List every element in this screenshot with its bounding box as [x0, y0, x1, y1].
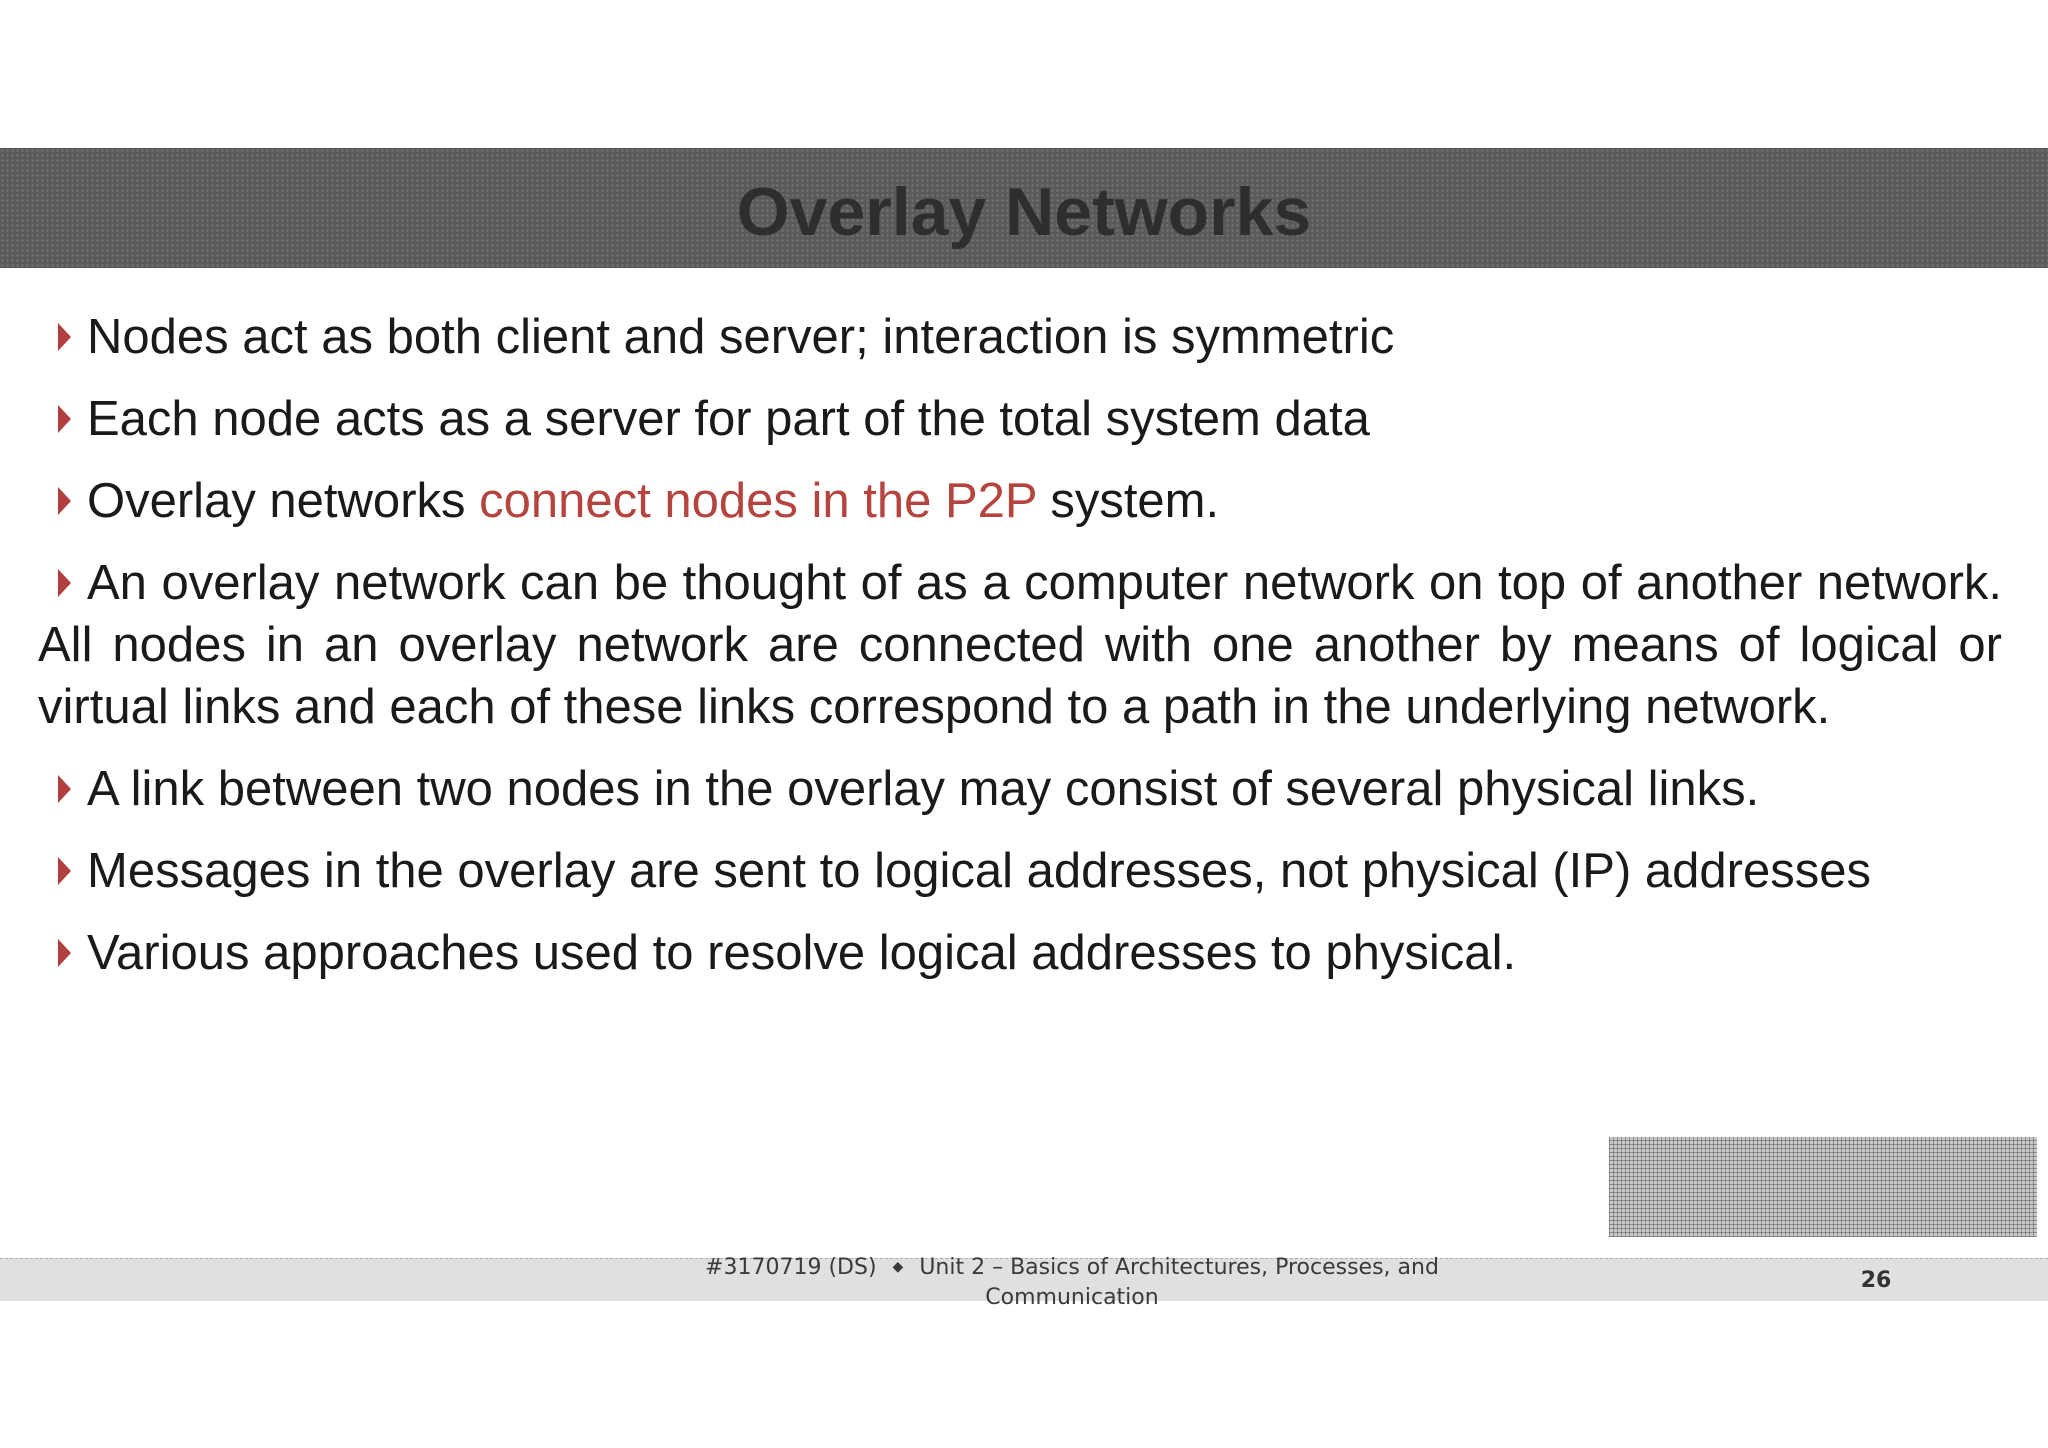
- logo-pattern-image: [1609, 1137, 2037, 1237]
- footer-caption: [672, 1252, 1472, 1313]
- bullet-arrow-icon: [58, 487, 71, 515]
- bullet-item: [38, 388, 2002, 450]
- bullet-arrow-icon: [58, 939, 71, 967]
- bullet-paragraph: [38, 552, 2002, 738]
- diamond-separator-icon: ◆: [892, 1259, 904, 1275]
- slide-content: [38, 306, 2002, 1004]
- bullet-text: Various approaches used to resolve logical addresses to physical.: [87, 926, 1517, 980]
- bullet-item: [38, 922, 2002, 984]
- bullet-arrow-icon: [58, 569, 71, 597]
- bullet-item: [38, 758, 2002, 820]
- bullet-text: Each node acts as a server for part of the total system data: [87, 392, 1370, 446]
- bullet-item: [38, 306, 2002, 368]
- bullet-text: An overlay network can be thought of as a computer network on top of another network. All nodes in an overlay network are connected with one another by means of logical or virtual links and each of these links correspond to a path in the underlying network.: [38, 556, 2002, 734]
- bullet-item: [38, 840, 2002, 902]
- bullet-arrow-icon: [58, 405, 71, 433]
- bullet-text: Messages in the overlay are sent to logical addresses, not physical (IP) addresses: [87, 844, 1871, 898]
- bullet-highlight-text: connect nodes in the P2P: [479, 474, 1037, 528]
- course-code: #3170719 (DS): [705, 1255, 877, 1280]
- bullet-arrow-icon: [58, 775, 71, 803]
- page-number: 26: [1860, 1268, 1892, 1293]
- bullet-arrow-icon: [58, 323, 71, 351]
- bullet-text: A link between two nodes in the overlay may consist of several physical links.: [87, 762, 1760, 816]
- unit-title-line1: Unit 2 – Basics of Architectures, Processes, and: [919, 1255, 1439, 1280]
- title-bar: [0, 148, 2048, 268]
- bullet-item: [38, 470, 2002, 532]
- bullet-text-after: system.: [1036, 474, 1220, 528]
- slide-title: Overlay Networks: [736, 174, 1312, 250]
- unit-title-line2: Communication: [985, 1285, 1159, 1310]
- bullet-arrow-icon: [58, 857, 71, 885]
- bullet-text: Nodes act as both client and server; interaction is symmetric: [87, 310, 1395, 364]
- bullet-text-before: Overlay networks: [87, 474, 480, 528]
